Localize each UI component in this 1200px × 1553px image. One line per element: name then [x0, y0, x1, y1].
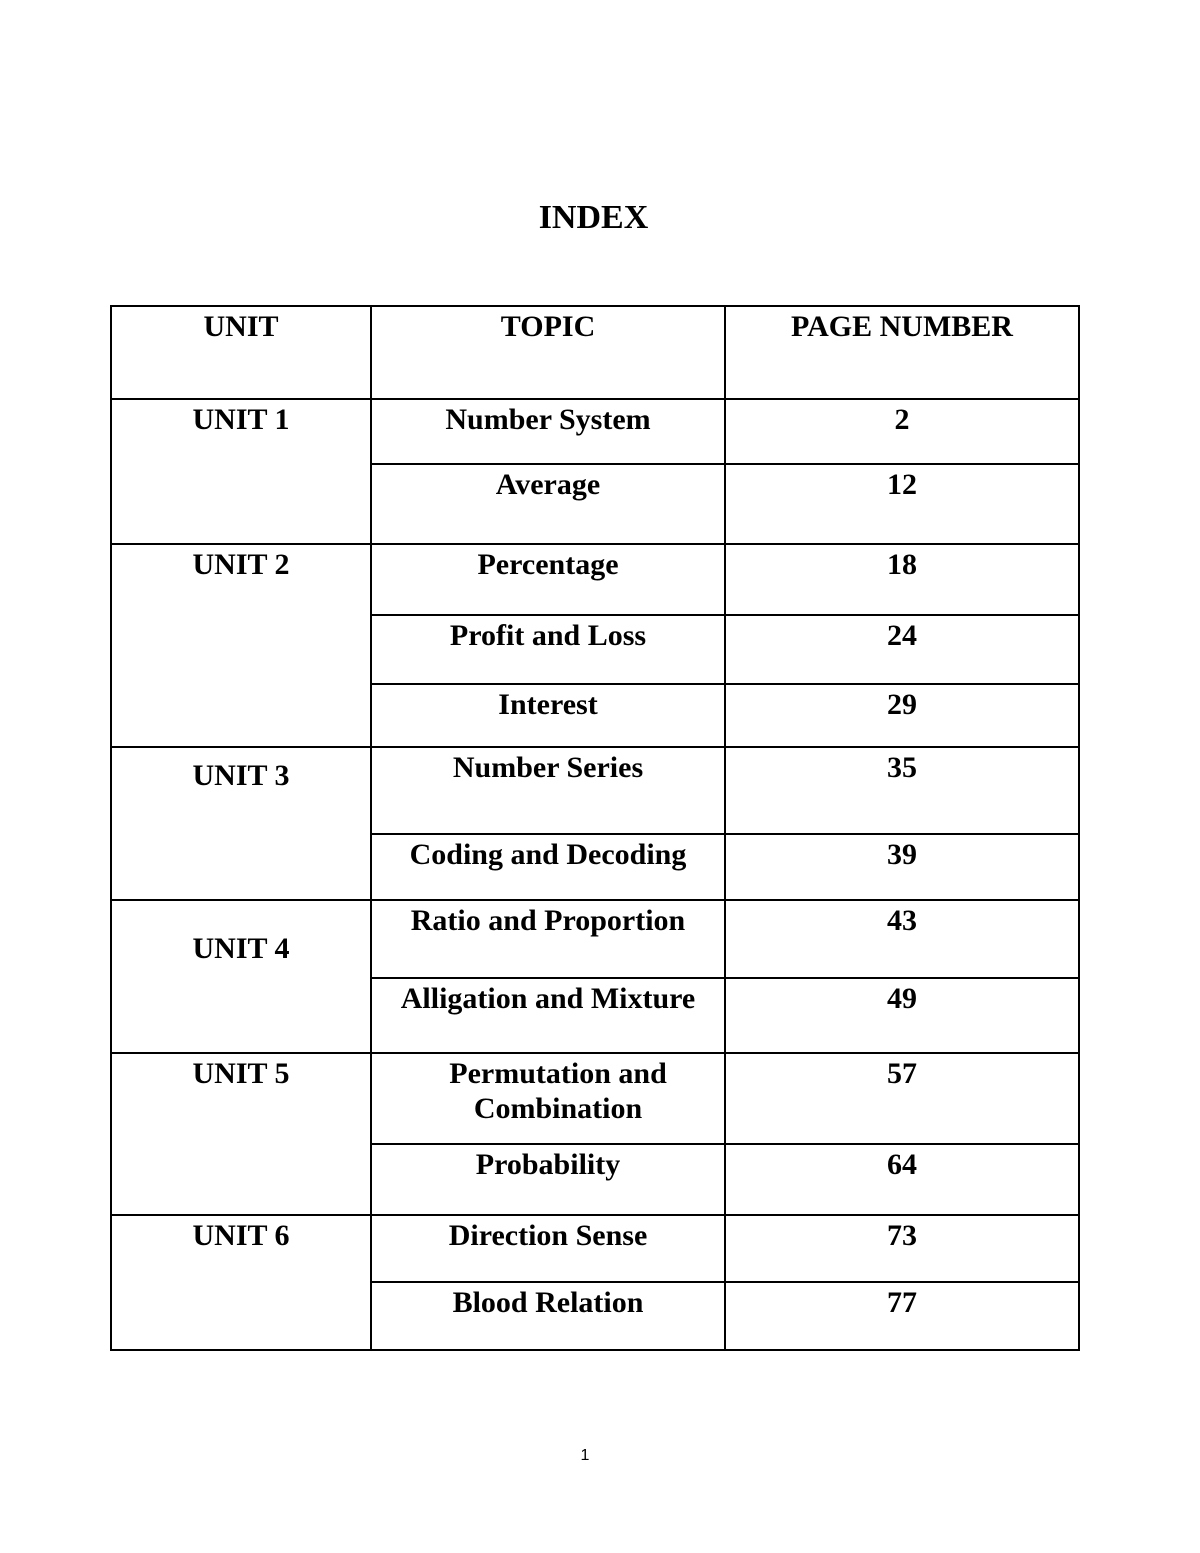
table-header-row — [111, 306, 1079, 399]
table-row — [111, 1053, 1079, 1144]
topic-cell: Interest — [371, 684, 725, 747]
table-row — [111, 1215, 1079, 1282]
unit-label: UNIT 4 — [111, 900, 371, 1053]
topic-cell: Profit and Loss — [371, 615, 725, 684]
unit-label: UNIT 1 — [111, 399, 371, 544]
page-cell: 2 — [725, 399, 1079, 464]
page-title: INDEX — [538, 199, 649, 236]
topic-cell: Permutation and Combination — [371, 1053, 725, 1144]
topic-cell: Alligation and Mixture — [371, 978, 725, 1053]
index-table — [110, 305, 1080, 1351]
unit-label: UNIT 5 — [111, 1053, 371, 1215]
table-row — [111, 399, 1079, 464]
page-cell: 43 — [725, 900, 1079, 978]
header-topic: TOPIC — [371, 306, 725, 399]
header-page-number: PAGE NUMBER — [725, 306, 1079, 399]
topic-cell: Number System — [371, 399, 725, 464]
page-number-footer: 1 — [580, 1447, 590, 1464]
page-cell: 39 — [725, 834, 1079, 900]
page-cell: 18 — [725, 544, 1079, 615]
topic-cell: Probability — [371, 1144, 725, 1215]
page-cell: 64 — [725, 1144, 1079, 1215]
table-row — [111, 747, 1079, 834]
page-cell: 35 — [725, 747, 1079, 834]
topic-cell: Number Series — [371, 747, 725, 834]
topic-cell: Direction Sense — [371, 1215, 725, 1282]
page-cell: 73 — [725, 1215, 1079, 1282]
topic-cell: Percentage — [371, 544, 725, 615]
table-row — [111, 544, 1079, 615]
unit-label: UNIT 3 — [111, 747, 371, 900]
topic-cell: Coding and Decoding — [371, 834, 725, 900]
page-cell: 57 — [725, 1053, 1079, 1144]
unit-label: UNIT 2 — [111, 544, 371, 747]
page-cell: 77 — [725, 1282, 1079, 1350]
page-cell: 49 — [725, 978, 1079, 1053]
topic-cell: Blood Relation — [371, 1282, 725, 1350]
page-cell: 29 — [725, 684, 1079, 747]
topic-cell: Ratio and Proportion — [371, 900, 725, 978]
header-unit: UNIT — [111, 306, 371, 399]
page-cell: 24 — [725, 615, 1079, 684]
unit-label: UNIT 6 — [111, 1215, 371, 1350]
topic-cell: Average — [371, 464, 725, 544]
page-cell: 12 — [725, 464, 1079, 544]
table-row — [111, 900, 1079, 978]
